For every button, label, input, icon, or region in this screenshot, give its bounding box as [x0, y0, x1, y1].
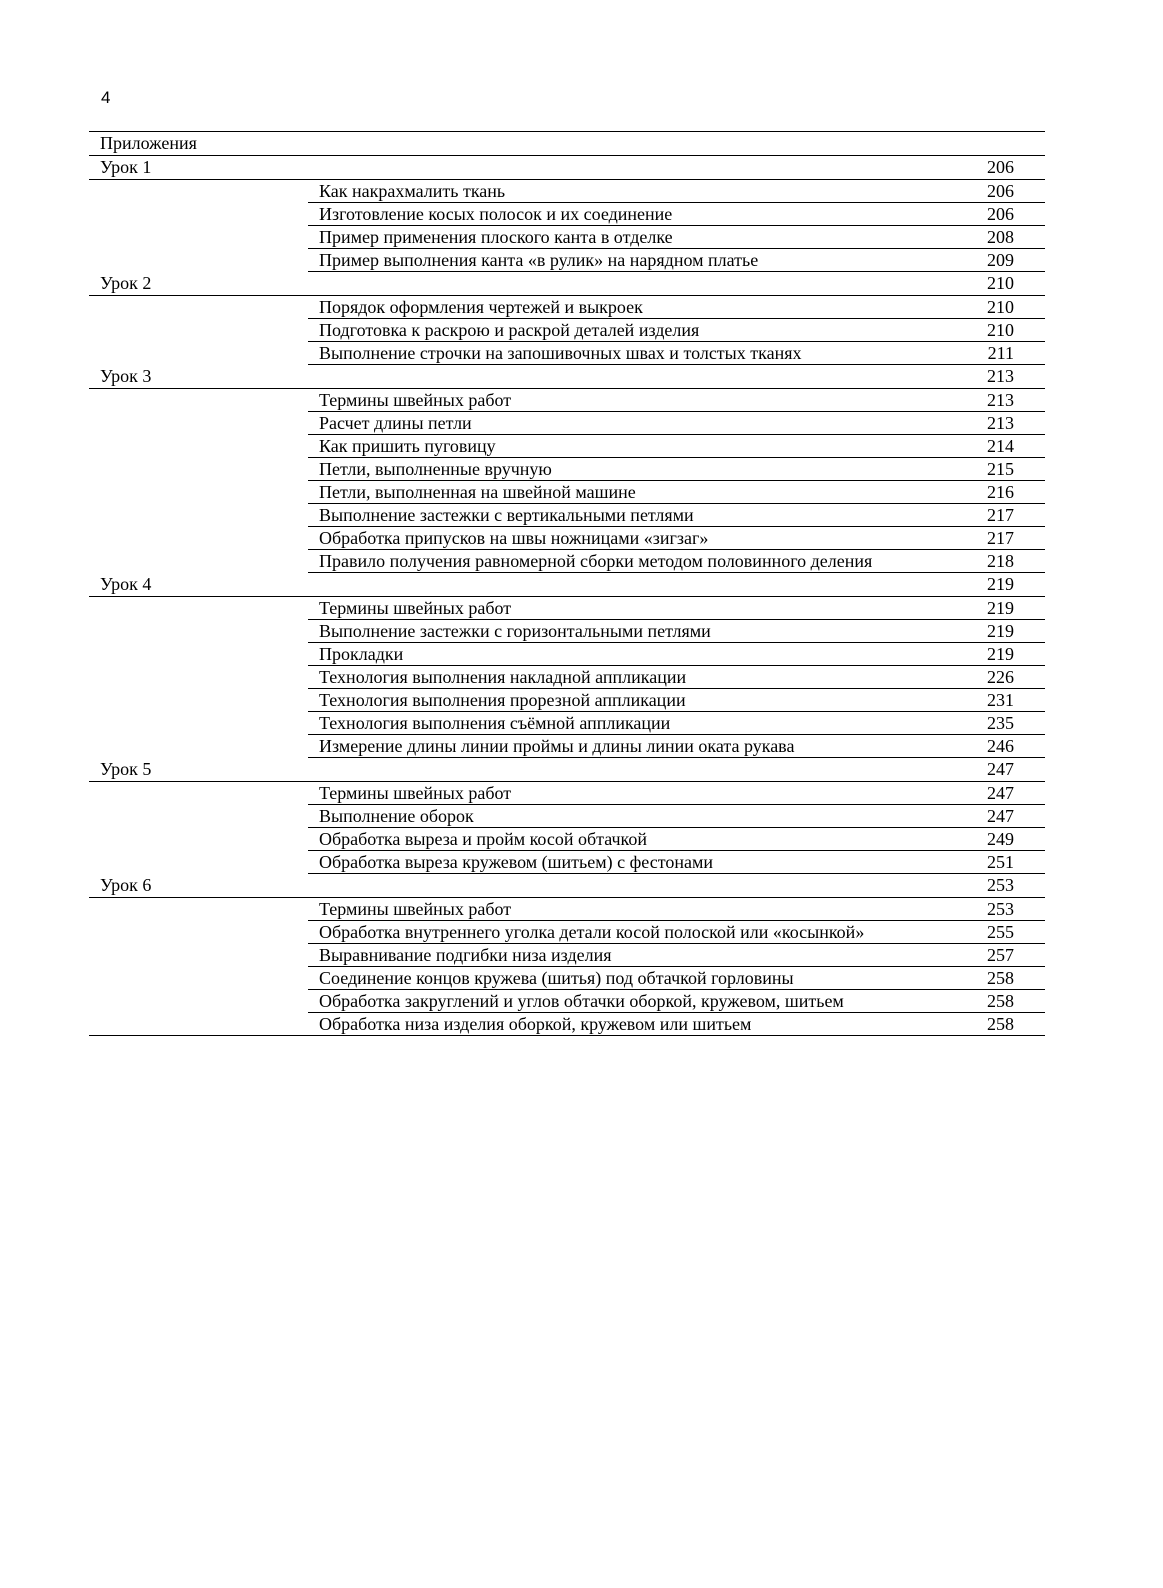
lesson-row-6 [89, 874, 1045, 898]
toc-item-title: Термины швейных работ [319, 390, 512, 410]
toc-item-title: Обработка припусков на швы ножницами «зигзаг» [319, 528, 709, 548]
toc-item [89, 249, 1045, 272]
lesson-page: 253 [987, 875, 1014, 895]
toc-item [89, 990, 1045, 1013]
toc-item-page: 206 [987, 181, 1014, 201]
lesson-page: 206 [987, 157, 1014, 177]
toc-item [89, 689, 1045, 712]
toc-item-page: 217 [987, 505, 1014, 525]
toc-item [89, 389, 1045, 412]
toc-item-page: 258 [987, 1014, 1014, 1034]
table-of-contents [89, 131, 1045, 1036]
toc-item-page: 253 [987, 899, 1014, 919]
toc-item-page: 219 [987, 598, 1014, 618]
toc-item-title: Технология выполнения накладной аппликации [319, 667, 687, 687]
toc-item-page: 226 [987, 667, 1014, 687]
toc-item-title: Обработка выреза и пройм косой обтачкой [319, 829, 648, 849]
toc-item-title: Петли, выполненная на швейной машине [319, 482, 636, 502]
toc-item-page: 217 [987, 528, 1014, 548]
toc-item-title: Выполнение оборок [319, 806, 474, 826]
toc-item-page: 208 [987, 227, 1014, 247]
toc-item-page: 210 [987, 320, 1014, 340]
toc-item-page: 209 [987, 250, 1014, 270]
lesson-row-1 [89, 156, 1045, 180]
toc-item-title: Как накрахмалить ткань [319, 181, 506, 201]
lesson-row-5 [89, 758, 1045, 782]
toc-item-title: Петли, выполненные вручную [319, 459, 552, 479]
toc-item [89, 967, 1045, 990]
toc-item [89, 944, 1045, 967]
lesson-page: 219 [987, 574, 1014, 594]
toc-item-page: 216 [987, 482, 1014, 502]
toc-item [89, 782, 1045, 805]
toc-item-title: Выполнение застежки с горизонтальными петлями [319, 621, 711, 641]
toc-item [89, 180, 1045, 203]
toc-item [89, 620, 1045, 643]
lesson-title: Урок 1 [100, 157, 152, 177]
toc-item-title: Прокладки [319, 644, 404, 664]
toc-item-page: 206 [987, 204, 1014, 224]
toc-item [89, 342, 1045, 365]
lesson-row-3 [89, 365, 1045, 389]
toc-item-title: Выравнивание подгибки низа изделия [319, 945, 612, 965]
toc-item [89, 527, 1045, 550]
lesson-page: 213 [987, 366, 1014, 386]
toc-item [89, 921, 1045, 944]
toc-item-page: 246 [987, 736, 1014, 756]
toc-item [89, 828, 1045, 851]
toc-item-title: Обработка выреза кружевом (шитьем) с фестонами [319, 852, 713, 872]
lesson-title: Урок 3 [100, 366, 152, 386]
toc-item-title: Порядок оформления чертежей и выкроек [319, 297, 643, 317]
toc-item [89, 481, 1045, 504]
toc-item [89, 851, 1045, 874]
toc-item-title: Обработка закруглений и углов обтачки оборкой, кружевом, шитьем [319, 991, 844, 1011]
toc-item-page: 249 [987, 829, 1014, 849]
lesson-title: Урок 5 [100, 759, 152, 779]
lesson-title: Урок 6 [100, 875, 152, 895]
toc-item-page: 211 [987, 343, 1014, 363]
toc-item-page: 247 [987, 783, 1014, 803]
toc-item-title: Выполнение строчки на запошивочных швах и толстых тканях [319, 343, 802, 363]
toc-item-title: Подготовка к раскрою и раскрой деталей изделия [319, 320, 700, 340]
toc-item-title: Технология выполнения прорезной аппликации [319, 690, 686, 710]
toc-item-page: 218 [987, 551, 1014, 571]
toc-item [89, 203, 1045, 226]
toc-item [89, 435, 1045, 458]
lesson-title: Урок 4 [100, 574, 152, 594]
toc-item-title: Обработка внутреннего уголка детали косой полоской или «косынкой» [319, 922, 865, 942]
toc-item-page: 213 [987, 390, 1014, 410]
toc-heading-row [89, 132, 1045, 156]
toc-item-title: Измерение длины линии проймы и длины линии оката рукава [319, 736, 795, 756]
toc-item [89, 805, 1045, 828]
toc-item-title: Изготовление косых полосок и их соединение [319, 204, 673, 224]
toc-item-title: Термины швейных работ [319, 598, 512, 618]
toc-item [89, 1013, 1045, 1036]
toc-item-page: 214 [987, 436, 1014, 456]
toc-item-title: Термины швейных работ [319, 783, 512, 803]
toc-item-page: 215 [987, 459, 1014, 479]
lesson-page: 247 [987, 759, 1014, 779]
toc-item [89, 712, 1045, 735]
toc-item [89, 898, 1045, 921]
toc-item-page: 210 [987, 297, 1014, 317]
toc-item [89, 458, 1045, 481]
toc-item [89, 319, 1045, 342]
toc-item-page: 231 [987, 690, 1014, 710]
toc-item-page: 257 [987, 945, 1014, 965]
lesson-title: Урок 2 [100, 273, 152, 293]
toc-item [89, 504, 1045, 527]
lesson-page: 210 [987, 273, 1014, 293]
toc-item-page: 247 [987, 806, 1014, 826]
lesson-row-2 [89, 272, 1045, 296]
toc-item-page: 258 [987, 991, 1014, 1011]
toc-item-page: 235 [987, 713, 1014, 733]
toc-item [89, 412, 1045, 435]
toc-item-title: Правило получения равномерной сборки методом половинного деления [319, 551, 873, 571]
toc-item [89, 550, 1045, 573]
toc-item-page: 219 [987, 621, 1014, 641]
toc-item-title: Соединение концов кружева (шитья) под обтачкой горловины [319, 968, 794, 988]
toc-item [89, 296, 1045, 319]
toc-item-title: Расчет длины петли [319, 413, 472, 433]
toc-item-title: Обработка низа изделия оборкой, кружевом или шитьем [319, 1014, 752, 1034]
toc-item [89, 643, 1045, 666]
toc-item-title: Технология выполнения съёмной аппликации [319, 713, 671, 733]
toc-item-page: 255 [987, 922, 1014, 942]
toc-item-page: 219 [987, 644, 1014, 664]
toc-item-page: 213 [987, 413, 1014, 433]
toc-item-page: 251 [987, 852, 1014, 872]
toc-item-title: Пример выполнения канта «в рулик» на нарядном платье [319, 250, 759, 270]
page-number: 4 [101, 88, 111, 107]
toc-item [89, 226, 1045, 249]
lesson-row-4 [89, 573, 1045, 597]
toc-item [89, 597, 1045, 620]
toc-item-title: Выполнение застежки с вертикальными петлями [319, 505, 694, 525]
toc-item [89, 666, 1045, 689]
toc-item [89, 735, 1045, 758]
toc-item-title: Термины швейных работ [319, 899, 512, 919]
toc-item-title: Как пришить пуговицу [319, 436, 496, 456]
toc-heading: Приложения [100, 133, 197, 153]
toc-item-title: Пример применения плоского канта в отделке [319, 227, 673, 247]
toc-item-page: 258 [987, 968, 1014, 988]
